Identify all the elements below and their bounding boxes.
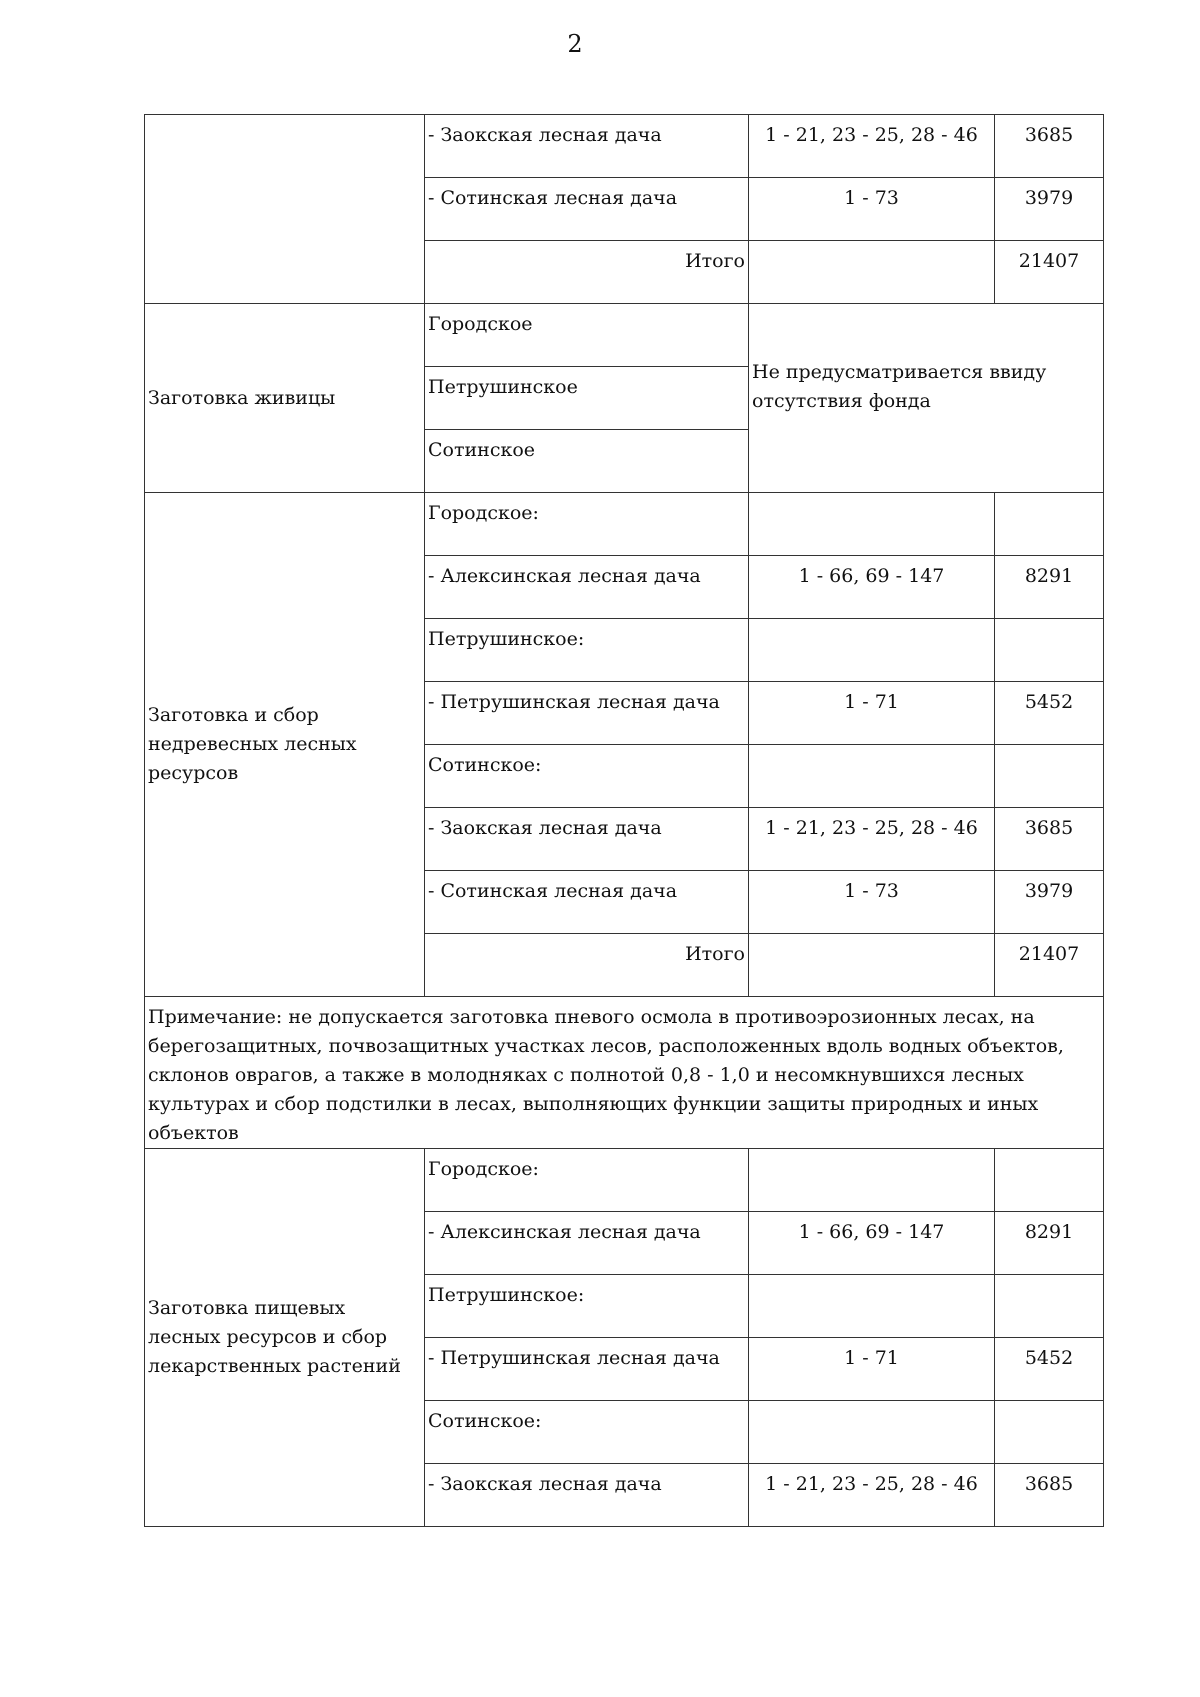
total-area: 21407 (995, 241, 1104, 304)
resin-note: Не предусматривается ввиду отсутствия фонда (749, 304, 1104, 493)
forest-dacha-name: - Петрушинская лесная дача (425, 1338, 749, 1401)
forest-dacha-name: - Алексинская лесная дача (425, 556, 749, 619)
block-numbers: 1 - 71 (749, 682, 995, 745)
remark-row (145, 997, 1104, 1149)
forestry-name: Сотинское: (425, 745, 749, 808)
block-numbers (749, 493, 995, 556)
block-numbers (749, 1401, 995, 1464)
total-area: 21407 (995, 934, 1104, 997)
total-label: Итого (425, 934, 749, 997)
block-numbers (749, 1149, 995, 1212)
area-value: 3979 (995, 178, 1104, 241)
forest-dacha-name: - Заокская лесная дача (425, 808, 749, 871)
table-row (145, 304, 1104, 367)
block-numbers-empty (749, 241, 995, 304)
forest-dacha-name: - Сотинская лесная дача (425, 178, 749, 241)
forest-dacha-name: - Алексинская лесная дача (425, 1212, 749, 1275)
activity-cell-empty (145, 115, 425, 304)
forestry-name: Петрушинское: (425, 1275, 749, 1338)
activity-resin: Заготовка живицы (145, 304, 425, 493)
block-numbers (749, 1275, 995, 1338)
forestry-name: Сотинское (425, 430, 749, 493)
area-value: 8291 (995, 1212, 1104, 1275)
area-value (995, 1149, 1104, 1212)
activity-nonwood: Заготовка и сбор недревесных лесных ресурсов (145, 493, 425, 997)
area-value (995, 493, 1104, 556)
forestry-name: Городское: (425, 1149, 749, 1212)
table-row (145, 1149, 1104, 1212)
table-row (145, 115, 1104, 178)
total-label: Итого (425, 241, 749, 304)
area-value: 3685 (995, 1464, 1104, 1527)
block-numbers: 1 - 73 (749, 871, 995, 934)
forestry-name: Городское: (425, 493, 749, 556)
area-value (995, 1401, 1104, 1464)
forestry-name: Сотинское: (425, 1401, 749, 1464)
block-numbers: 1 - 66, 69 - 147 (749, 1212, 995, 1275)
block-numbers (749, 745, 995, 808)
forest-use-table (144, 114, 1104, 1527)
area-value (995, 745, 1104, 808)
block-numbers: 1 - 21, 23 - 25, 28 - 46 (749, 808, 995, 871)
block-numbers: 1 - 21, 23 - 25, 28 - 46 (749, 115, 995, 178)
forest-dacha-name: - Сотинская лесная дача (425, 871, 749, 934)
block-numbers: 1 - 71 (749, 1338, 995, 1401)
block-numbers (749, 619, 995, 682)
table-row (145, 493, 1104, 556)
block-numbers: 1 - 21, 23 - 25, 28 - 46 (749, 1464, 995, 1527)
forest-dacha-name: - Заокская лесная дача (425, 1464, 749, 1527)
forestry-name: Петрушинское (425, 367, 749, 430)
area-value: 3685 (995, 808, 1104, 871)
block-numbers-empty (749, 934, 995, 997)
forestry-name: Петрушинское: (425, 619, 749, 682)
forest-dacha-name: - Заокская лесная дача (425, 115, 749, 178)
page-number: 2 (567, 30, 583, 58)
area-value: 5452 (995, 1338, 1104, 1401)
area-value: 5452 (995, 682, 1104, 745)
forestry-name: Городское (425, 304, 749, 367)
block-numbers: 1 - 66, 69 - 147 (749, 556, 995, 619)
remark-text: Примечание: не допускается заготовка пневого осмола в противоэрозионных лесах, на берегозащитных, почвозащитных участках лесов, расположенных вдоль водных объектов, склонов оврагов, а также в молодняках с полнотой 0,8 - 1,0 и несомкнувшихся лесных культурах и сбор подстилки в лесах, выполняющих функции защиты природных и иных объектов (145, 997, 1104, 1149)
activity-food: Заготовка пищевых лесных ресурсов и сбор лекарственных растений (145, 1149, 425, 1527)
area-value: 3979 (995, 871, 1104, 934)
area-value (995, 619, 1104, 682)
area-value (995, 1275, 1104, 1338)
forest-dacha-name: - Петрушинская лесная дача (425, 682, 749, 745)
area-value: 3685 (995, 115, 1104, 178)
area-value: 8291 (995, 556, 1104, 619)
block-numbers: 1 - 73 (749, 178, 995, 241)
